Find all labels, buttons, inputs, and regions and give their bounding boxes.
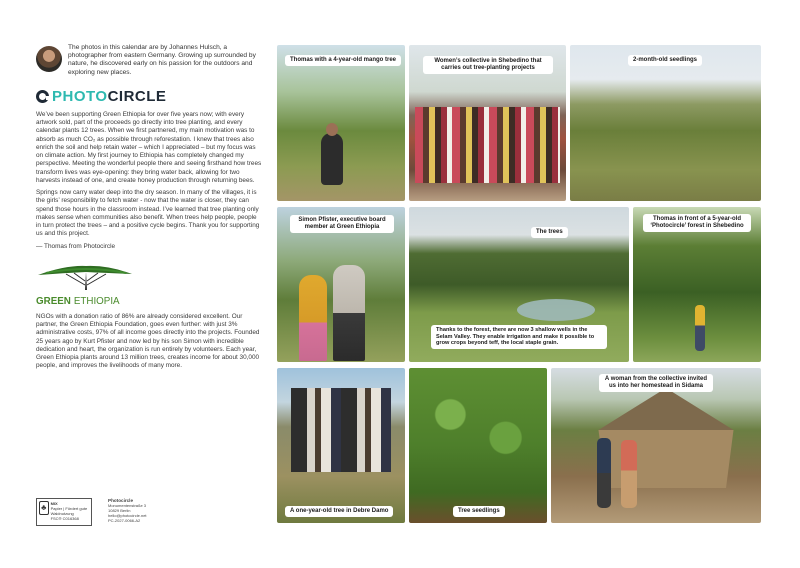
green-ethiopia-word-2: ETHIOPIA [73, 295, 120, 307]
green-ethiopia-text: NGOs with a donation ratio of 86% are already considered excellent. Our partner, the Green Ethiopia Foundation, goes even further: with just 3% administrative costs, 97% of all income goes directly into the projects. Founded 25 years ago by Kurt Pfister and now led by his son Simon with incredible dedication and heart, the organization is run entirely by volunteers. Each year, Green Ethiopia plants around 13 million trees, creates income for about 30,000 people, and improves the livelihoods of many more. [36, 312, 260, 370]
caption-seedlings: 2-month-old seedlings [628, 55, 702, 66]
photo-debre-damo [277, 368, 405, 523]
photo-forest [633, 207, 761, 362]
water-pond [517, 299, 595, 321]
logo-word-2: CIRCLE [107, 88, 167, 106]
company-name: Photocircle [108, 498, 134, 503]
email: hello@photocircle.net [108, 513, 147, 518]
fsc-mix: MIX [50, 501, 58, 506]
caption-simon: Simon Pfister, executive board member at Green Ethiopia [290, 215, 394, 233]
photo-selam-valley [409, 207, 629, 362]
acacia-tree-icon [36, 263, 136, 291]
person-figure-2 [621, 440, 637, 508]
city: 10829 Berlin [108, 508, 131, 513]
caption-debre: A one-year-old tree in Debre Damo [285, 506, 393, 517]
person-figure-2 [299, 275, 327, 361]
street: Monumentenstraße 3 [108, 503, 147, 508]
green-ethiopia-section [36, 313, 262, 371]
photo-mango-tree [277, 45, 405, 201]
letter-body [36, 111, 262, 251]
logo-word-1: PHOTO [52, 88, 108, 106]
footer [36, 498, 147, 526]
caption-forest: Thomas in front of a 5-year-old ‘Photocircle’ forest in Shebedino [643, 214, 751, 232]
photocircle-logo [36, 87, 262, 107]
green-ethiopia-logo [36, 263, 136, 309]
caption-collective: Women’s collective in Shebedino that carries out tree-planting projects [423, 56, 553, 74]
paragraph-1: We’ve been supporting Green Ethiopia for over five years now; with every artwork sold, part of the proceeds go directly into tree planting, and every calendar plants 12 trees. When we first partnered, my main motivation was to absorb as much CO₂ as possible through reforestation. I knew that trees also enrich the soil and help retain water – which I appreciated – but my focus was on climate action. My first journey to Ethiopia has completely changed my perspective. Meeting the wonderful people there and seeing firsthand how trees transform lives was eye-opening: they bring water back, allowing for two harvests instead of one, and create honey production through returning bees. [36, 110, 262, 184]
imprint [108, 498, 147, 523]
crowd-figures [415, 107, 560, 183]
text-column [36, 44, 262, 371]
fsc-paper-text: Papier | Fördert gute Waldnutzung [50, 506, 88, 516]
signature: — Thomas from Photocircle [36, 242, 116, 250]
caption-valley: Thanks to the forest, there are now 3 shallow wells in the Selam Valley. They enable irrigation and make it possible to grow crops beyond teff, the local staple grain. [431, 325, 607, 349]
person-figure [321, 133, 343, 185]
caption-trees: The trees [531, 227, 568, 238]
group-figures [291, 388, 391, 472]
reference: PC-2027-0066-A2 [108, 518, 141, 523]
fsc-code: FSC® C016368 [50, 516, 79, 521]
fsc-tree-icon: ♣ [39, 501, 49, 515]
photo-seedlings [570, 45, 761, 201]
photo-tree-nursery [409, 368, 547, 523]
caption-mango: Thomas with a 4-year-old mango tree [285, 55, 401, 66]
paragraph-2: Springs now carry water deep into the dry season. In many of the villages, it is the girls’ responsibility to fetch water - now that the water is closer, they can spend those hours in the classroom instead. I’ve learned that tree planting only makes sense when communities also benefit. When trees help people, people in turn protect the trees – and a positive cycle begins. Thank you for supporting us and this project. [36, 189, 260, 238]
person-head [326, 123, 338, 136]
hut [591, 388, 741, 488]
green-ethiopia-word-1: GREEN [36, 295, 71, 307]
photo-simon [277, 207, 405, 362]
fsc-badge [36, 498, 92, 526]
photographer-avatar [36, 46, 62, 72]
photo-womens-collective [409, 45, 566, 201]
caption-homestead: A woman from the collective invited us into her homestead in Sidama [599, 374, 713, 392]
person-figure [333, 265, 365, 361]
photo-homestead [551, 368, 761, 523]
photographer-intro [36, 44, 262, 77]
person-figure [597, 438, 611, 508]
photocircle-logo-icon [36, 90, 49, 103]
caption-nursery: Tree seedlings [453, 506, 505, 517]
person-figure [695, 305, 705, 351]
intro-text: The photos in this calendar are by Johannes Hulsch, a photographer from eastern Germany. Growing up surrounded by nature, he discovered early on his passion for the outdoors and exploring new places. [68, 44, 256, 76]
